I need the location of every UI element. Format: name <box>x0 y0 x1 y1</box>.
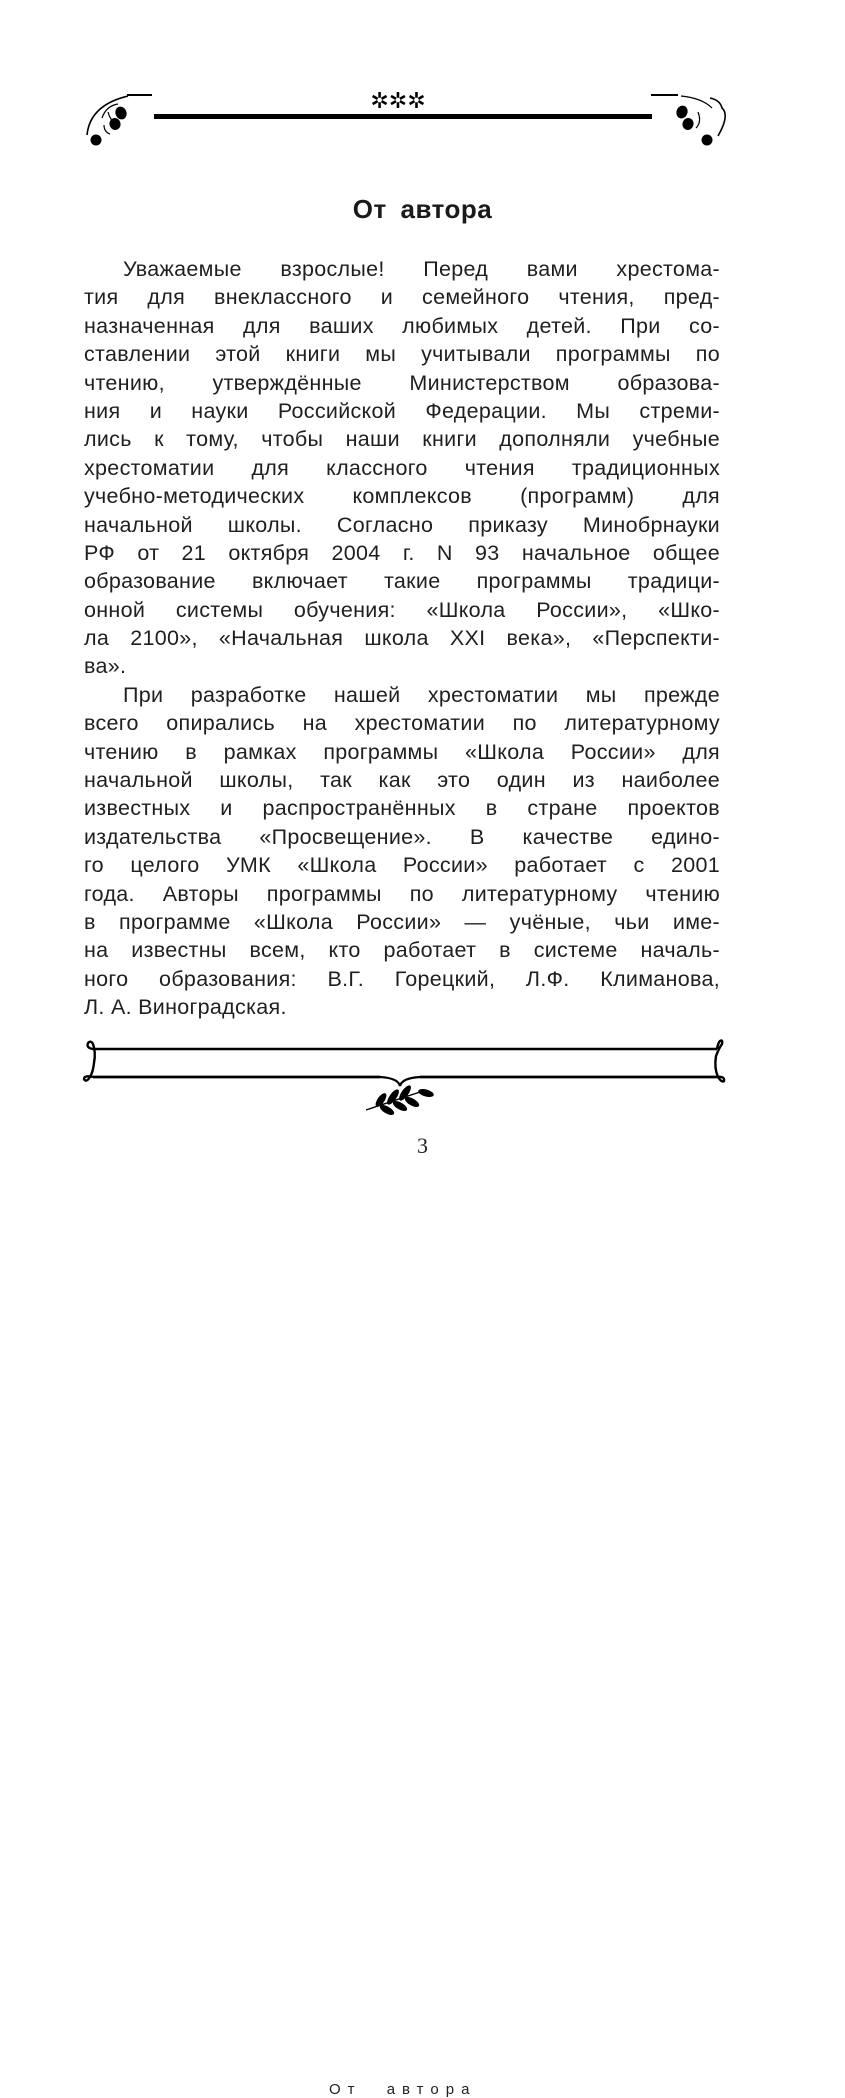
text-line: го целого УМК «Школа России» работает с 2001 <box>84 853 720 878</box>
text-line: всего опирались на хрестоматии по литературному <box>84 711 720 736</box>
page-number: 3 <box>417 1133 428 1158</box>
header-rule <box>154 114 652 119</box>
text-line: Уважаемые взрослые! Перед вами хрестома- <box>123 257 720 281</box>
text-line: на известны всем, кто работает в системе началь- <box>84 938 720 963</box>
text-line: чтению, утверждённые Министерством образова- <box>84 370 720 395</box>
text-line: издательства «Просвещение». В качестве едино- <box>84 824 720 849</box>
text-line: года. Авторы программы по литературному чтению <box>84 881 720 906</box>
text-line: Л. А. Виноградская. <box>84 995 287 1020</box>
svg-text:✲✲✲: ✲✲✲ <box>370 89 426 114</box>
floral-swash-left-icon <box>87 95 152 146</box>
text-line: онной системы обучения: «Школа России», «Шко- <box>84 597 720 622</box>
text-line: начальной школы. Согласно приказу Минобрнауки <box>84 512 720 537</box>
three-flowers-icon <box>370 89 425 114</box>
running-title: От автора <box>329 2081 477 2098</box>
footer-frame <box>0 1030 845 1130</box>
footer-left-curl <box>84 1042 95 1081</box>
text-line: известных и распространённых в стране проектов <box>84 796 720 821</box>
page-title: От автора <box>352 194 493 224</box>
text-line: ния и науки Российской Федерации. Мы стреми- <box>84 398 720 423</box>
text-line: в программе «Школа России» — учёные, чьи име- <box>84 909 720 934</box>
laurel-branch-icon <box>366 1084 435 1117</box>
header-divider <box>0 0 845 170</box>
text-line: тия для внеклассного и семейного чтения, пред- <box>84 285 720 310</box>
text-line: ва». <box>84 654 127 679</box>
text-line: начальной школы, так как это один из наиболее <box>84 768 720 793</box>
footer-right-curl <box>715 1040 724 1081</box>
text-line: лись к тому, чтобы наши книги дополняли учебные <box>84 427 720 452</box>
text-line: При разработке нашей хрестоматии мы прежде <box>123 682 720 707</box>
text-line: РФ от 21 октября 2004 г. N 93 начальное общее <box>84 540 720 565</box>
paragraph-1 <box>84 255 720 681</box>
text-line: образование включает такие программы традици- <box>84 569 720 594</box>
body-text <box>84 255 720 1022</box>
floral-swash-right-icon <box>651 95 725 146</box>
text-line: хрестоматии для классного чтения традиционных <box>84 455 720 480</box>
text-line: учебно-методических комплексов (программ) для <box>84 484 720 509</box>
header-ornament <box>0 0 845 170</box>
text-line: ла 2100», «Начальная школа XXI века», «Перспекти- <box>84 626 720 651</box>
text-line: ставлении этой книги мы учитывали программы по <box>84 342 720 367</box>
text-line: назначенная для ваших любимых детей. При со- <box>84 313 720 338</box>
footer-band <box>0 1030 845 2098</box>
text-line: чтению в рамках программы «Школа России» для <box>84 739 720 764</box>
paragraph-2 <box>84 681 720 1022</box>
text-line: ного образования: В.Г. Горецкий, Л.Ф. Климанова, <box>84 966 720 991</box>
